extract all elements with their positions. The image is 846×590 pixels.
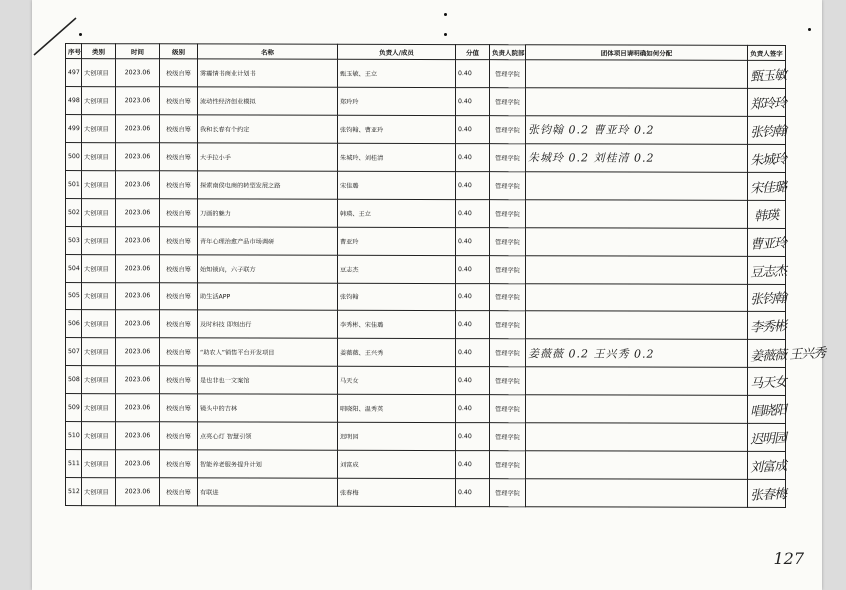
members-cell: 马天女 <box>338 367 456 395</box>
column-header: 团体项目请明确如何分配 <box>526 45 748 61</box>
category-cell: 大创项目 <box>82 366 116 394</box>
allocation-cell <box>526 451 748 480</box>
members-cell: 朱城玲、刘桂清 <box>338 143 456 171</box>
table-row <box>66 338 786 368</box>
scan-speck <box>444 33 447 36</box>
category-cell: 大创项目 <box>82 198 116 226</box>
handwritten-signature: 马天女 <box>749 375 787 393</box>
time-cell: 2023.06 <box>116 143 160 171</box>
allocation-cell <box>526 227 748 256</box>
time-cell: 2023.06 <box>116 282 160 310</box>
project-name-cell: 有联进 <box>198 478 338 506</box>
row-number: 508 <box>66 366 82 394</box>
level-cell: 校级自筹 <box>160 87 198 115</box>
row-number: 511 <box>66 450 82 478</box>
column-header: 类别 <box>82 44 116 59</box>
column-header: 时间 <box>116 44 160 59</box>
members-cell: 甄玉敏、王立 <box>338 59 456 87</box>
time-cell: 2023.06 <box>116 226 160 254</box>
level-cell: 校级自筹 <box>160 394 198 422</box>
project-name-cell: 及时科技 即刻出行 <box>198 310 338 338</box>
project-name-cell: 镜头中的吉林 <box>198 394 338 422</box>
time-cell: 2023.06 <box>116 254 160 282</box>
members-cell: 张钧翰、曹亚玲 <box>338 115 456 143</box>
department-cell: 管理学院 <box>490 60 526 88</box>
level-cell: 校级自筹 <box>160 254 198 282</box>
level-cell: 校级自筹 <box>160 226 198 254</box>
department-cell: 管理学院 <box>490 311 526 339</box>
handwritten-signature: 唱晓阳 <box>749 403 787 420</box>
column-header: 级别 <box>160 44 198 59</box>
handwritten-signature: 曹亚玲 <box>749 235 787 253</box>
members-cell: 姜薇薇、王兴秀 <box>338 339 456 367</box>
project-table <box>65 43 826 508</box>
department-cell: 管理学院 <box>490 479 526 507</box>
project-name-cell: 助生活APP <box>198 282 338 310</box>
level-cell: 校级自筹 <box>160 338 198 366</box>
department-cell: 管理学院 <box>490 451 526 479</box>
signature-cell <box>748 60 786 88</box>
time-cell: 2023.06 <box>116 198 160 226</box>
document-page <box>32 0 826 590</box>
score-cell: 0.40 <box>456 227 490 255</box>
handwritten-signature: 张春梅 <box>749 487 787 504</box>
score-cell: 0.40 <box>456 255 490 283</box>
table-row <box>66 254 786 284</box>
members-cell: 宋佳璐 <box>338 171 456 199</box>
level-cell: 校级自筹 <box>160 450 198 478</box>
score-cell: 0.40 <box>456 311 490 339</box>
row-number: 499 <box>66 114 82 142</box>
level-cell: 校级自筹 <box>160 310 198 338</box>
category-cell: 大创项目 <box>82 142 116 170</box>
signature-cell <box>748 116 786 144</box>
table-row <box>66 59 786 89</box>
allocation-cell <box>526 479 748 508</box>
category-cell: 大创项目 <box>82 59 116 87</box>
row-number: 506 <box>66 310 82 338</box>
score-cell: 0.40 <box>456 395 490 423</box>
row-number: 497 <box>66 59 82 87</box>
level-cell: 校级自筹 <box>160 422 198 450</box>
members-cell: 郑玲玲 <box>338 87 456 115</box>
project-name-cell: 刀画的魅力 <box>198 199 338 227</box>
column-header: 分值 <box>456 45 490 60</box>
department-cell: 管理学院 <box>490 395 526 423</box>
members-cell: 李秀彬、宋佳璐 <box>338 311 456 339</box>
level-cell: 校级自筹 <box>160 282 198 310</box>
members-cell: 刘富成 <box>338 450 456 478</box>
score-cell: 0.40 <box>456 60 490 88</box>
row-number: 510 <box>66 422 82 450</box>
time-cell: 2023.06 <box>116 59 160 87</box>
department-cell: 管理学院 <box>490 88 526 116</box>
handwritten-signature: 甄玉敏 <box>749 67 787 85</box>
score-cell: 0.40 <box>456 479 490 507</box>
category-cell: 大创项目 <box>82 338 116 366</box>
score-cell: 0.40 <box>456 423 490 451</box>
level-cell: 校级自筹 <box>160 478 198 506</box>
column-header: 负责人/成员 <box>338 44 456 59</box>
members-cell: 豆志杰 <box>338 255 456 283</box>
allocation-cell <box>526 255 748 284</box>
department-cell: 管理学院 <box>490 255 526 283</box>
handwritten-signature: 朱城玲 <box>749 151 787 169</box>
project-name-cell: 是也非也一文案馆 <box>198 366 338 394</box>
handwritten-signature: 豆志杰 <box>749 263 787 281</box>
signature-cell <box>748 340 826 368</box>
column-header: 负责人院部 <box>490 45 526 60</box>
level-cell: 校级自筹 <box>160 366 198 394</box>
table-row <box>66 142 786 172</box>
scan-speck <box>808 28 811 31</box>
table-row <box>66 422 786 452</box>
allocation-cell <box>526 339 748 368</box>
table-row <box>66 86 786 116</box>
handwritten-signature: 韩瑛 <box>754 207 779 225</box>
row-number: 509 <box>66 394 82 422</box>
allocation-cell <box>526 367 748 396</box>
signature-cell <box>748 451 786 479</box>
project-name-cell: 智能养老服务提升计划 <box>198 450 338 478</box>
score-cell: 0.40 <box>456 171 490 199</box>
table-row <box>66 282 786 312</box>
time-cell: 2023.06 <box>116 478 160 506</box>
allocation-cell <box>526 116 748 145</box>
allocation-cell <box>526 395 748 424</box>
level-cell: 校级自筹 <box>160 198 198 226</box>
handwritten-allocation: 朱城玲 0.2 刘桂清 0.2 <box>528 151 655 165</box>
column-header: 名称 <box>198 44 338 59</box>
allocation-cell <box>526 423 748 452</box>
page-number: 127 <box>773 549 804 568</box>
signature-cell <box>748 172 786 200</box>
time-cell: 2023.06 <box>116 338 160 366</box>
handwritten-signature: 宋佳璐 <box>749 179 787 197</box>
row-number: 500 <box>66 142 82 170</box>
time-cell: 2023.06 <box>116 87 160 115</box>
level-cell: 校级自筹 <box>160 171 198 199</box>
time-cell: 2023.06 <box>116 115 160 143</box>
signature-cell <box>748 88 786 116</box>
scan-speck <box>444 13 447 16</box>
department-cell: 管理学院 <box>490 143 526 171</box>
handwritten-signature: 迟明园 <box>749 431 787 448</box>
category-cell: 大创项目 <box>82 310 116 338</box>
project-name-cell: 始知锁向，六子联方 <box>198 254 338 282</box>
time-cell: 2023.06 <box>116 170 160 198</box>
level-cell: 校级自筹 <box>160 59 198 87</box>
department-cell: 管理学院 <box>490 283 526 311</box>
table-row <box>66 198 786 228</box>
allocation-cell <box>526 283 748 312</box>
score-cell: 0.40 <box>456 451 490 479</box>
row-number: 512 <box>66 478 82 506</box>
time-cell: 2023.06 <box>116 366 160 394</box>
row-number: 502 <box>66 198 82 226</box>
signature-cell <box>748 284 786 312</box>
score-cell: 0.40 <box>456 283 490 311</box>
level-cell: 校级自筹 <box>160 115 198 143</box>
handwritten-signature: 姜薇薇 王兴秀 <box>749 346 826 366</box>
project-name-cell: 我和长春有个约定 <box>198 115 338 143</box>
category-cell: 大创项目 <box>82 114 116 142</box>
table-row <box>66 478 786 508</box>
score-cell: 0.40 <box>456 339 490 367</box>
handwritten-allocation: 姜薇薇 0.2 王兴秀 0.2 <box>528 347 655 361</box>
members-cell: 韩瑛、王立 <box>338 199 456 227</box>
column-header: 序号 <box>66 44 82 59</box>
members-cell: 唱晓阳、温秀英 <box>338 395 456 423</box>
row-number: 503 <box>66 226 82 254</box>
allocation-cell <box>526 88 748 117</box>
signature-cell <box>748 479 786 507</box>
signature-cell <box>748 200 786 228</box>
allocation-cell <box>526 172 748 201</box>
category-cell: 大创项目 <box>82 226 116 254</box>
project-name-cell: 青年心理治愈产品市场调研 <box>198 227 338 255</box>
row-number: 504 <box>66 254 82 282</box>
signature-cell <box>748 424 786 452</box>
department-cell: 管理学院 <box>490 423 526 451</box>
allocation-cell <box>526 60 748 89</box>
time-cell: 2023.06 <box>116 450 160 478</box>
handwritten-signature: 张钧翰 <box>749 123 787 141</box>
row-number: 498 <box>66 86 82 114</box>
signature-cell <box>748 144 786 172</box>
project-name-cell: 流动性经济创业模拟 <box>198 87 338 115</box>
allocation-cell <box>526 199 748 228</box>
signature-cell <box>748 396 786 424</box>
members-cell: 曹亚玲 <box>338 227 456 255</box>
category-cell: 大创项目 <box>82 87 116 115</box>
table-row <box>66 170 786 200</box>
members-cell: 张钧翰 <box>338 283 456 311</box>
project-name-cell: 探索南侯电商的转型发展之路 <box>198 171 338 199</box>
department-cell: 管理学院 <box>490 339 526 367</box>
score-cell: 0.40 <box>456 88 490 116</box>
signature-cell <box>748 256 786 284</box>
time-cell: 2023.06 <box>116 310 160 338</box>
score-cell: 0.40 <box>456 115 490 143</box>
allocation-cell <box>526 311 748 340</box>
column-header: 负责人签字 <box>748 45 786 60</box>
members-cell: 张春梅 <box>338 478 456 506</box>
category-cell: 大创项目 <box>82 282 116 310</box>
table-row <box>66 310 786 340</box>
score-cell: 0.40 <box>456 199 490 227</box>
project-name-cell: “助农人”销售平台开发项目 <box>198 338 338 366</box>
department-cell: 管理学院 <box>490 199 526 227</box>
scan-speck <box>79 33 82 36</box>
department-cell: 管理学院 <box>490 171 526 199</box>
members-cell: 迟明园 <box>338 422 456 450</box>
handwritten-signature: 李秀彬 <box>749 319 787 337</box>
table-row <box>66 366 786 396</box>
handwritten-allocation: 张钧翰 0.2 曹亚玲 0.2 <box>528 123 655 137</box>
time-cell: 2023.06 <box>116 394 160 422</box>
category-cell: 大创项目 <box>82 478 116 506</box>
time-cell: 2023.06 <box>116 422 160 450</box>
signature-cell <box>748 368 786 396</box>
allocation-cell <box>526 144 748 173</box>
project-name-cell: 雾霾情书商业计划书 <box>198 59 338 87</box>
handwritten-signature: 郑玲玲 <box>749 95 787 113</box>
handwritten-signature: 刘富成 <box>749 459 787 476</box>
category-cell: 大创项目 <box>82 170 116 198</box>
signature-cell <box>748 228 786 256</box>
signature-cell <box>748 312 786 340</box>
table-row <box>66 450 786 480</box>
level-cell: 校级自筹 <box>160 143 198 171</box>
row-number: 507 <box>66 338 82 366</box>
project-name-cell: 点亮心灯 智慧引领 <box>198 422 338 450</box>
score-cell: 0.40 <box>456 143 490 171</box>
row-number: 505 <box>66 282 82 310</box>
department-cell: 管理学院 <box>490 227 526 255</box>
department-cell: 管理学院 <box>490 116 526 144</box>
department-cell: 管理学院 <box>490 367 526 395</box>
handwritten-signature: 张钧翰 <box>749 291 787 309</box>
category-cell: 大创项目 <box>82 254 116 282</box>
category-cell: 大创项目 <box>82 422 116 450</box>
category-cell: 大创项目 <box>82 394 116 422</box>
table-row <box>66 226 786 256</box>
table-row <box>66 114 786 144</box>
category-cell: 大创项目 <box>82 450 116 478</box>
project-name-cell: 大手拉小手 <box>198 143 338 171</box>
row-number: 501 <box>66 170 82 198</box>
score-cell: 0.40 <box>456 367 490 395</box>
table-row <box>66 394 786 424</box>
